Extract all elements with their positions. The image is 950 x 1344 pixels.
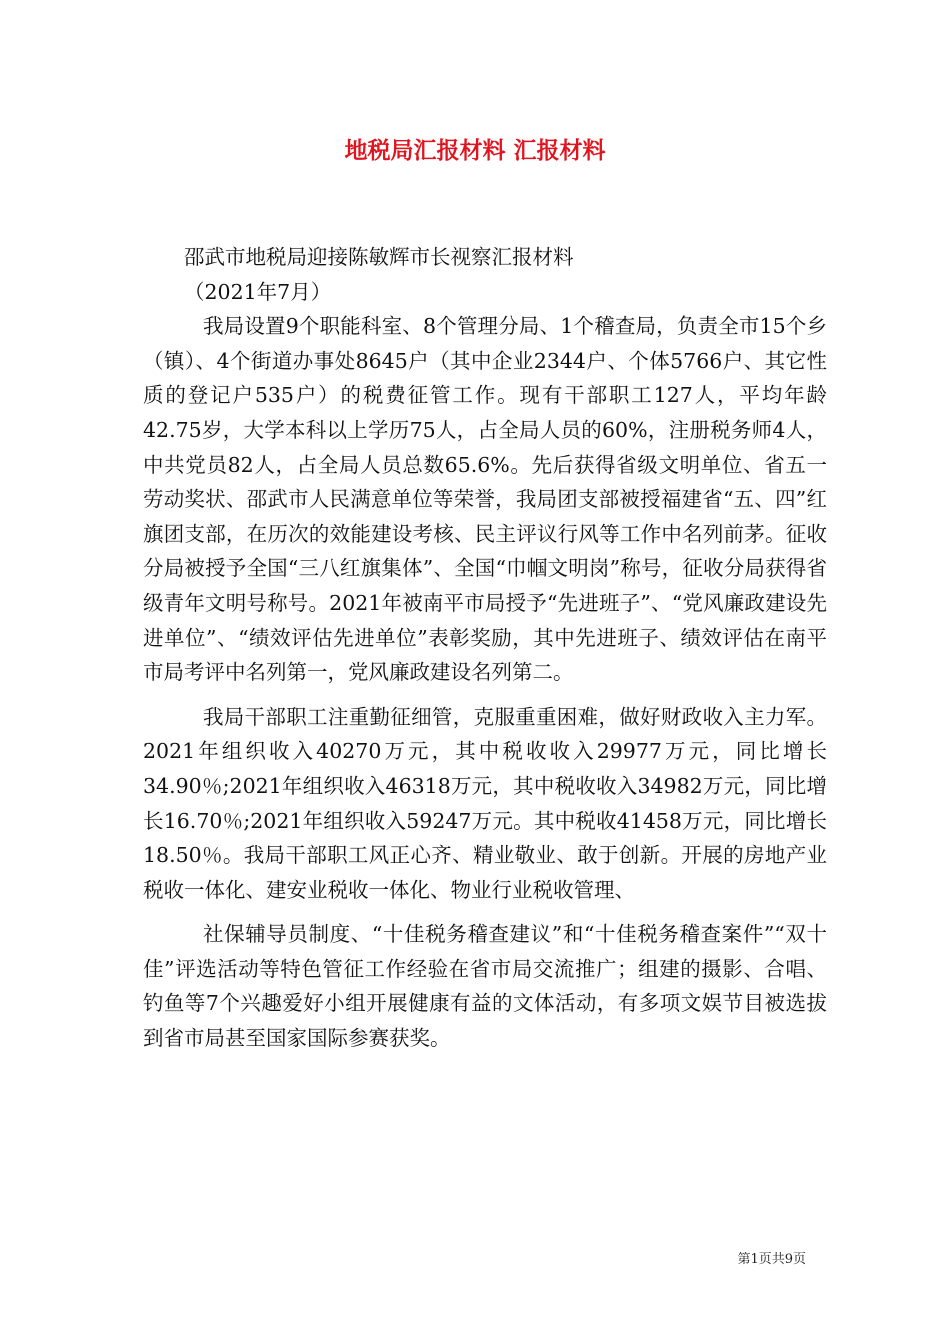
- paragraph: 我局干部职工注重勤征细管，克服重重困难，做好财政收入主力军。2021年组织收入40270万元，其中税收收入29977万元，同比增长34.90％;2021年组织收入46318万元，其中税收收入34982万元，同比增长16.70％;2021年组织收入59247万元。其中税收41458万元，同比增长18.50％。我局干部职工风正心齐、精业敬业、敢于创新。开展的房地产业税收一体化、建安业税收一体化、物业行业税收管理、: [143, 704, 827, 902]
- paragraph-gap: [143, 907, 827, 917]
- document-body: [143, 240, 827, 1056]
- page-number: 第1页共9页: [737, 1252, 806, 1267]
- paragraph: 社保辅导员制度、“十佳税务稽查建议”和“十佳税务稽查案件”“双十佳”评选活动等特色管征工作经验在省市局交流推广；组建的摄影、合唱、钓鱼等7个兴趣爱好小组开展健康有益的文体活动，有多项文娱节目被选拔到省市局甚至国家国际参赛获奖。: [143, 922, 827, 1051]
- paragraph: 我局设置9个职能科室、8个管理分局、1个稽查局，负责全市15个乡（镇）、4个街道办事处8645户（其中企业2344户、个体5766户、其它性质的登记户535户）的税费征管工作。现有干部职工127人，平均年龄42.75岁，大学本科以上学历75人，占全局人员的60%，注册税务师4人，中共党员82人，占全局人员总数65.6%。先后获得省级文明单位、省五一劳动奖状、邵武市人民满意单位等荣誉，我局团支部被授福建省“五、四”红旗团支部，在历次的效能建设考核、民主评议行风等工作中名列前茅。征收分局被授予全国“三八红旗集体”、全国“巾帼文明岗”称号，征收分局获得省级青年文明号称号。2021年被南平市局授予“先进班子”、“党风廉政建设先进单位”、“绩效评估先进单位”表彰奖励，其中先进班子、绩效评估在南平市局考评中名列第一，党风廉政建设名列第二。: [143, 314, 827, 685]
- document-title: 地税局汇报材料 汇报材料: [344, 137, 606, 164]
- paragraph-gap: [143, 690, 827, 700]
- document-subtitle: 邵武市地税局迎接陈敏辉市长视察汇报材料: [184, 245, 574, 269]
- document-date: （2021年7月）: [184, 279, 332, 304]
